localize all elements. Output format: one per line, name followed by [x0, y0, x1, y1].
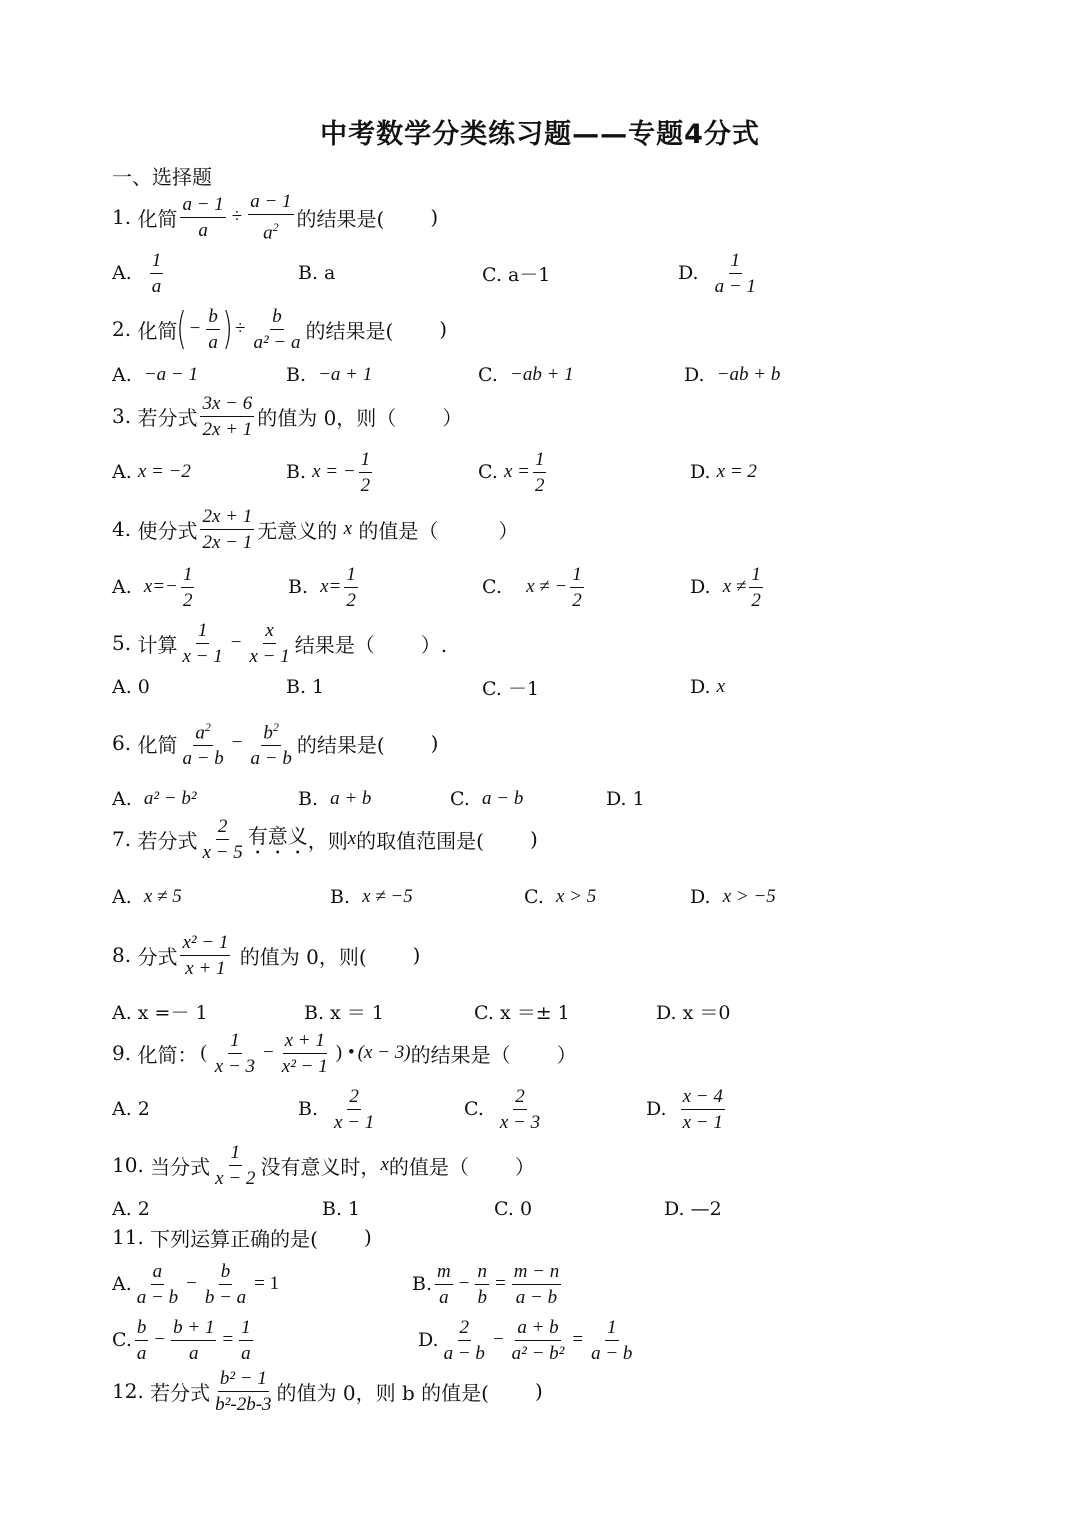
option-d: D. x ＝0: [656, 1001, 731, 1024]
question-8: 8. 分式 x² − 1 x + 1 的值为 0，则( ): [112, 931, 421, 979]
fraction: 2 x − 5: [202, 815, 243, 863]
fraction: $\frac{b}{a}$: [208, 305, 218, 353]
option-a: A. 0: [112, 676, 150, 698]
option-a: A. −a − 1: [112, 364, 199, 386]
fraction: 3x − 6 2x + 1: [202, 392, 253, 440]
option-a: A. a a − b − $\frac{b}{b - a}$ = 1: [112, 1260, 280, 1308]
option-d: D. x = 2: [690, 461, 757, 483]
option-b: B. x ≠ −5: [330, 886, 413, 908]
option-b: B. 1: [322, 1198, 361, 1220]
fraction: b² − 1 b²-2b-3: [215, 1367, 272, 1415]
section-heading: 一、选择题: [112, 164, 212, 189]
option-c: C. a − b: [450, 788, 524, 810]
page-title: 中考数学分类练习题——专题4分式: [320, 119, 760, 150]
option-d: D. x: [690, 676, 726, 698]
option-a: A. x ≠ 5: [112, 886, 182, 908]
option-b: B. x= $\frac{1}{2}$: [288, 563, 356, 611]
option-c: C. b a − $\frac{b + 1}{a}$ = $\frac{1}{a}$: [112, 1316, 251, 1364]
question-9: 9. 化简： ( 1 x − 3 − $\frac{x + 1}{\text{x² − 1}}$ ) • (x − 3) 的结果是（ ）: [112, 1029, 577, 1077]
option-d: D. —2: [664, 1198, 722, 1220]
question-2: 2. 化简 ( − $\frac{b}{a}$ ) ÷ $\frac{b}{\text{a² − a}}$ 的结果是( ): [112, 303, 448, 354]
question-10: 10. 当分式 1 x − 2 没有意义时， x 的值是（ ）: [112, 1141, 535, 1189]
fraction: 1 x − 1: [182, 619, 223, 667]
option-a: A. 2: [112, 1098, 150, 1120]
option-b: B. 2 x − 1: [298, 1085, 375, 1133]
option-d: D. 2 a − b − $\frac{a + b}{\text{a² − b²}}$ = $\frac{1}{a - b}$: [418, 1316, 633, 1364]
option-c: C. a－1: [482, 263, 551, 286]
question-11: 11. 下列运算正确的是( ): [112, 1225, 372, 1251]
option-a: A. 2: [112, 1198, 150, 1220]
option-c: C. x > 5: [524, 886, 597, 908]
fraction: $\frac{b}{\text{a² − a}}$: [253, 305, 301, 353]
fraction: 1 x − 3: [214, 1029, 256, 1077]
option-c: C. x = $\frac{1}{2}$: [478, 448, 545, 496]
option-a: A. a² − b²: [112, 788, 197, 810]
fraction: 1 x − 2: [215, 1141, 256, 1189]
option-b: B. x = − $\frac{1}{2}$: [286, 448, 371, 496]
fraction: $\frac{a - 1}{a^2}$: [250, 190, 292, 244]
option-d: D. x − 4 x − 1: [646, 1085, 723, 1133]
option-c: C. x ＝± 1: [474, 1001, 570, 1024]
fraction: 2x + 1 2x − 1: [202, 505, 253, 553]
option-c: C. 0: [494, 1198, 533, 1220]
option-d: D. 1: [606, 788, 645, 810]
question-12: 12. 若分式 b² − 1 b²-2b-3 的值为 0，则 b 的值是( ): [112, 1367, 543, 1415]
question-7: 7. 若分式 2 x − 5 有意义 ，则 x 的取值范围是( ): [112, 815, 538, 863]
option-b: B. m a − $\frac{n}{b}$ = $\frac{m - n}{a - b}$: [412, 1260, 560, 1308]
option-d: D. x ≠ 1 2: [690, 563, 761, 611]
option-b: B. 1: [286, 676, 325, 698]
fraction: $\frac{a - 1}{a}$: [182, 193, 224, 241]
option-d: D. x > −5: [690, 886, 776, 908]
option-b: B. a + b: [298, 788, 372, 810]
option-a: A. x = −2: [112, 461, 191, 483]
option-a: A. x =－ 1: [112, 1001, 208, 1024]
option-b: B. a: [298, 262, 336, 284]
fraction: $a^2$ a − b: [180, 715, 225, 771]
option-c: C. −ab + 1: [478, 364, 574, 386]
fraction: $\frac{x + 1}{\text{x² − 1}}$: [281, 1029, 328, 1077]
option-c: C. x ≠ − $\frac{1}{2}$: [482, 563, 582, 611]
option-b: B. −a + 1: [286, 364, 373, 386]
fraction: x² − 1 x + 1: [182, 931, 229, 979]
question-6: 6. 化简 $a^2$ a − b − $\frac{b^2}{a - b}$ 的结果是( ): [112, 720, 438, 766]
question-4: 4. 使分式 2x + 1 2x − 1 无意义的 x 的值是（ ）: [112, 505, 519, 553]
fraction: $\frac{x}{x - 1}$: [249, 619, 290, 667]
option-d: D. −ab + b: [684, 364, 781, 386]
question-1: 1. 化简 $\frac{a - 1}{a}$ ÷ $\frac{a - 1}{a^2}$ 的结果是( ): [112, 190, 439, 244]
fraction: $\frac{b^2}{a - b}$: [249, 715, 294, 771]
question-5: 5. 计算 1 x − 1 − $\frac{x}{x - 1}$ 结果是（ ）.: [112, 619, 448, 667]
option-b: B. x ＝ 1: [304, 1001, 384, 1024]
option-a: A. x=− $\frac{1}{2}$: [112, 563, 193, 611]
option-d: D. 1 a − 1: [678, 249, 756, 297]
option-a: A. 1 a: [112, 249, 162, 297]
question-3: 3. 若分式 3x − 6 2x + 1 的值为 0，则（ ）: [112, 392, 463, 440]
option-c: C. 2 x − 3: [464, 1085, 541, 1133]
option-c: C. －1: [482, 677, 540, 700]
